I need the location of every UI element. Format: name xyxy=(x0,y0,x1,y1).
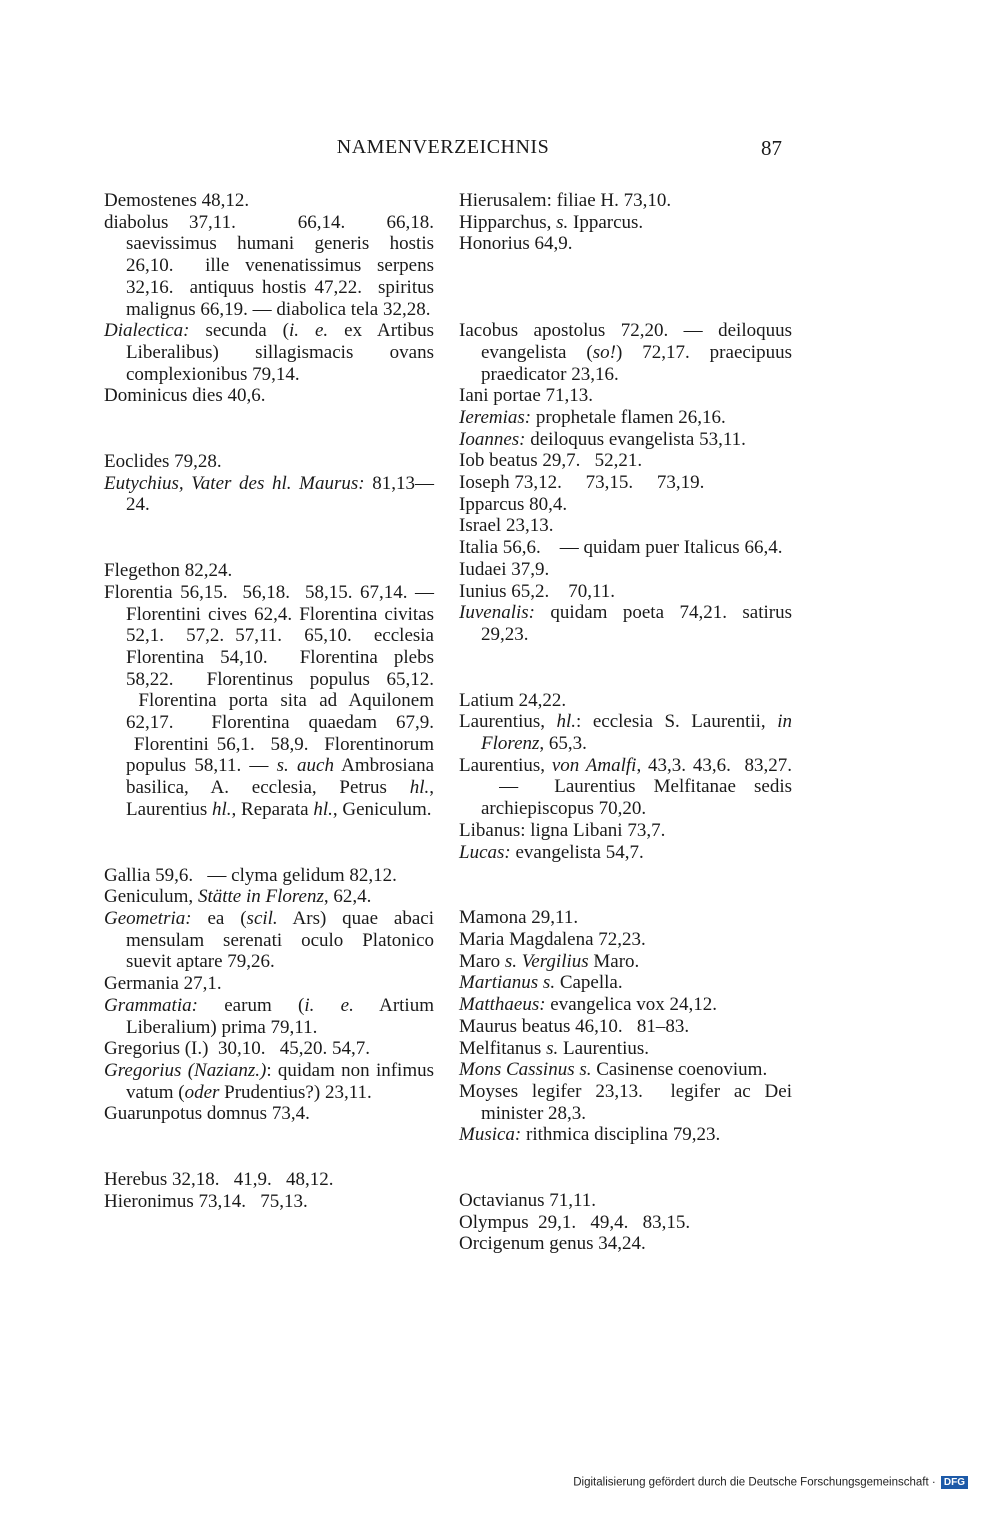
index-entry: Latium 24,22. xyxy=(459,689,567,711)
index-entry: Hipparchus, s. Ipparcus. xyxy=(459,211,644,233)
index-entry: Demostenes 48,12. xyxy=(104,190,250,211)
index-entry: Iacobus apostolus 72,20. — deiloquus evangelista (so!) 72,17. praecipuus praedicator 23,16. xyxy=(459,320,792,385)
index-entry: Lucas: evangelista 54,7. xyxy=(459,841,644,863)
index-entry: Maurus beatus 46,10. 81–83. xyxy=(459,1015,690,1037)
index-entry: Moyses legifer 23,13. legifer ac Dei minister 28,3. xyxy=(459,1080,792,1124)
index-entry: Gregorius (I.) 30,10. 45,20. 54,7. xyxy=(104,1038,370,1060)
page-number: 87 xyxy=(761,136,782,160)
index-entry: Guarunpotus domnus 73,4. xyxy=(104,1103,310,1125)
index-entry: Dominicus dies 40,6. xyxy=(104,385,266,407)
index-entry: Mons Cassinus s. Casinense coenovium. xyxy=(459,1059,768,1081)
index-entry: Italia 56,6. — quidam puer Italicus 66,4. xyxy=(459,537,783,559)
page-header xyxy=(104,136,782,164)
index-entry: Honorius 64,9. xyxy=(459,233,573,255)
index-entry: Iani portae 71,13. xyxy=(459,385,594,407)
index-entry: Flegethon 82,24. xyxy=(104,560,233,582)
index-entry: Laurentius, von Amalfi, 43,3. 43,6. 83,27. — Laurentius Melfitanae sedis archiepiscopus 70,20. xyxy=(459,754,792,820)
index-entry: Olympus 29,1. 49,4. 83,15. xyxy=(459,1211,691,1233)
index-entry: Ioannes: deiloquus evangelista 53,11. xyxy=(459,428,746,450)
index-entry: Libanus: ligna Libani 73,7. xyxy=(459,819,666,841)
dfg-logo-icon: DFG xyxy=(941,1476,968,1489)
index-entry: Eutychius, Vater des hl. Maurus: 81,13—24. xyxy=(104,472,435,516)
index-entry: Octavianus 71,11. xyxy=(459,1190,597,1212)
index-entry: Orcigenum genus 34,24. xyxy=(459,1233,646,1255)
index-entry: Mamona 29,11. xyxy=(459,907,579,929)
section-gap xyxy=(104,821,434,865)
footer-text: Digitalisierung gefördert durch die Deutsche Forschungsgemeinschaft · xyxy=(573,1476,936,1489)
section-gap xyxy=(459,646,792,690)
index-entry: Matthaeus: evangelica vox 24,12. xyxy=(459,994,718,1016)
section-gap xyxy=(459,255,792,320)
index-entry: Germania 27,1. xyxy=(104,973,222,995)
index-entry: Melfitanus s. Laurentius. xyxy=(459,1037,649,1059)
index-entry: Eoclides 79,28. xyxy=(104,451,222,473)
index-entry: Geometria: ea (scil. Ars) quae abaci mensulam serenati oculo Platonico suevit aptare 79,26. xyxy=(104,907,434,973)
index-entry: Ieremias: prophetale flamen 26,16. xyxy=(459,406,726,428)
index-entry: Israel 23,13. xyxy=(459,515,554,537)
index-entry: Ipparcus 80,4. xyxy=(459,493,568,515)
index-entry: diabolus 37,11. 66,14. 66,18. saevissimus humani generis hostis 26,10. ille venenatissimus serpens 32,16. antiquus hostis 47,22. spiritus malignus 66,19. — diabolica tela 32,28. xyxy=(104,211,434,320)
index-entry: Iudaei 37,9. xyxy=(459,558,550,580)
index-entry: Iob beatus 29,7. 52,21. xyxy=(459,450,643,472)
index-entry: Herebus 32,18. 41,9. 48,12. xyxy=(104,1169,334,1191)
index-entry: Iuvenalis: quidam poeta 74,21. satirus 29,23. xyxy=(459,602,792,645)
index-entry: Hieronimus 73,14. 75,13. xyxy=(104,1190,308,1212)
index-entry: Dialectica: secunda (i. e. ex Artibus Liberalibus) sillagismacis ovans complexionibus 79,14. xyxy=(104,320,434,385)
section-gap xyxy=(104,516,434,560)
index-entry: Geniculum, Stätte in Florenz, 62,4. xyxy=(104,886,372,908)
index-column-left xyxy=(104,190,434,1212)
footer-credit xyxy=(0,1476,1000,1489)
section-gap xyxy=(459,1146,792,1190)
index-entry: Grammatia: earum (i. e. Artium Liberalium) prima 79,11. xyxy=(104,994,434,1038)
index-entry: Iunius 65,2. 70,11. xyxy=(459,580,616,602)
index-entry: Laurentius, hl.: ecclesia S. Laurentii, in Florenz, 65,3. xyxy=(459,711,792,755)
index-entry: Maro s. Vergilius Maro. xyxy=(459,950,640,972)
index-entry: Ioseph 73,12. 73,15. 73,19. xyxy=(459,472,705,494)
index-entry: Gallia 59,6. — clyma gelidum 82,12. xyxy=(104,864,397,886)
index-entry: Hierusalem: filiae H. 73,10. xyxy=(459,190,672,211)
section-gap xyxy=(104,407,434,451)
section-gap xyxy=(459,863,792,907)
index-entry: Musica: rithmica disciplina 79,23. xyxy=(459,1124,721,1146)
running-title: NAMENVERZEICHNIS xyxy=(336,136,550,158)
index-entry: Martianus s. Capella. xyxy=(459,972,623,994)
index-entry: Maria Magdalena 72,23. xyxy=(459,928,646,950)
index-column-right xyxy=(459,190,792,1255)
section-gap xyxy=(104,1125,434,1169)
index-entry: Gregorius (Nazianz.): quidam non infimus vatum (oder Prudentius?) 23,11. xyxy=(104,1059,435,1103)
index-entry: Florentia 56,15. 56,18. 58,15. 67,14. — Florentini cives 62,4. Florentina civitas 52,1. 57,2. 57,11. 65,10. ecclesia Florentina 54,10. Florentina plebs 58,22. Florentinus populus 65,12. Florentina porta sita ad Aquilonem 62,17. Florentina quaedam 67,9. Florentini 56,1. 58,9. Florentinorum populus 58,11. — s. auch Ambrosiana basilica, A. ecclesia, Petrus hl., Laurentius hl., Reparata hl., Geniculum. xyxy=(104,581,435,820)
